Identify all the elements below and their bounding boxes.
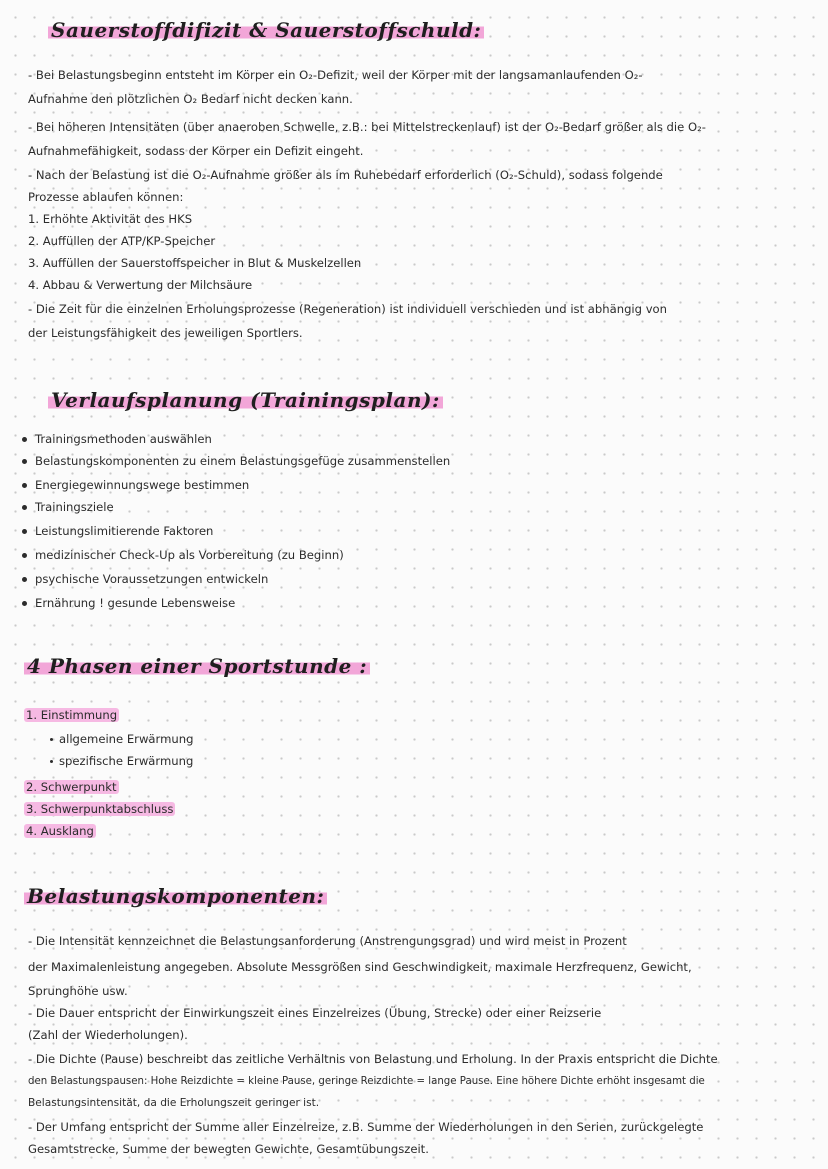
text-line: - Nach der Belastung ist die O₂-Aufnahme größer als im Ruhebedarf erforderlich (O₂-Schuld), sodass folgende [28, 168, 663, 182]
heading-verlaufsplanung [48, 388, 443, 412]
text-line: Sprunghöhe usw. [28, 984, 128, 998]
bullet-icon [22, 577, 27, 582]
text-line: - Die Intensität kennzeichnet die Belastungsanforderung (Anstrengungsgrad) und wird meist in Prozent [28, 934, 627, 948]
bullet-icon [22, 529, 27, 534]
bullet-icon [50, 760, 53, 763]
text-line: - Die Zeit für die einzelnen Erholungsprozesse (Regeneration) ist individuell verschieden und ist abhängig von [28, 302, 667, 316]
bullet-icon [50, 738, 53, 741]
list-item [22, 572, 268, 586]
text-line: Prozesse ablaufen können: [28, 190, 184, 204]
text-line: 4. Abbau & Verwertung der Milchsäure [28, 278, 253, 292]
list-item-text: spezifische Erwärmung [59, 754, 194, 768]
heading-sauerstoffdefizit [48, 18, 484, 42]
text-line: - Die Dichte (Pause) beschreibt das zeitliche Verhältnis von Belastung und Erholung. In der Praxis entspricht die Dichte [28, 1052, 718, 1066]
list-item-text: psychische Voraussetzungen entwickeln [35, 572, 269, 586]
text-line: - Die Dauer entspricht der Einwirkungszeit eines Einzelreizes (Übung, Strecke) oder einer Reizserie [28, 1006, 602, 1020]
list-item [24, 780, 119, 794]
heading-phasen [24, 654, 370, 678]
list-item [22, 454, 450, 468]
list-item-text: Leistungslimitierende Faktoren [35, 524, 214, 538]
text-line: Belastungsintensität, da die Erholungszeit geringer ist. [28, 1097, 320, 1109]
list-item [24, 708, 119, 722]
text-line: Gesamtstrecke, Summe der bewegten Gewichte, Gesamtübungszeit. [28, 1142, 429, 1156]
text-line: - Bei höheren Intensitäten (über anaeroben Schwelle, z.B.: bei Mittelstreckenlauf) ist der O₂-Bedarf größer als die O₂- [28, 120, 706, 134]
heading-belastungskomponenten [24, 884, 327, 908]
list-item [24, 802, 175, 816]
list-item-text: medizinischer Check-Up als Vorbereitung (zu Beginn) [35, 548, 344, 562]
list-item-text: Trainingsziele [35, 500, 114, 514]
heading-text: Sauerstoffdifizit & Sauerstoffschuld: [48, 18, 484, 42]
text-line: der Maximalenleistung angegeben. Absolute Messgrößen sind Geschwindigkeit, maximale Herzfrequenz, Gewicht, [28, 960, 692, 974]
text-line: (Zahl der Wiederholungen). [28, 1028, 188, 1042]
list-item [22, 500, 114, 514]
text-line: 2. Auffüllen der ATP/KP-Speicher [28, 234, 216, 248]
list-item [22, 432, 212, 446]
bullet-icon [22, 437, 27, 442]
text-line: 1. Erhöhte Aktivität des HKS [28, 212, 193, 226]
list-item [22, 596, 235, 610]
list-item [22, 478, 249, 492]
text-line: 3. Auffüllen der Sauerstoffspeicher in Blut & Muskelzellen [28, 256, 362, 270]
text-line: der Leistungsfähigkeit des jeweiligen Sportlers. [28, 326, 303, 340]
text-line: - Bei Belastungsbeginn entsteht im Körper ein O₂-Defizit, weil der Körper mit der langsamanlaufenden O₂- [28, 68, 643, 82]
list-item [24, 824, 96, 838]
bullet-icon [22, 483, 27, 488]
list-item-text: Ernährung ! gesunde Lebensweise [35, 596, 236, 610]
bullet-icon [22, 601, 27, 606]
list-item-text: 4. Ausklang [26, 824, 94, 838]
list-item [22, 524, 213, 538]
list-item-text: Energiegewinnungswege bestimmen [35, 478, 250, 492]
text-line: Aufnahme den plötzlichen O₂ Bedarf nicht decken kann. [28, 92, 353, 106]
list-subitem [50, 754, 193, 768]
heading-text: Verlaufsplanung (Trainingsplan): [48, 388, 443, 412]
list-item-text: Belastungskomponenten zu einem Belastungsgefüge zusammenstellen [35, 454, 451, 468]
bullet-icon [22, 553, 27, 558]
list-item-text: Trainingsmethoden auswählen [35, 432, 212, 446]
heading-text: 4 Phasen einer Sportstunde : [24, 654, 370, 678]
text-line: Aufnahmefähigkeit, sodass der Körper ein Defizit eingeht. [28, 144, 364, 158]
bullet-icon [22, 459, 27, 464]
bullet-icon [22, 505, 27, 510]
list-item-text: 3. Schwerpunktabschluss [26, 802, 174, 816]
text-line: den Belastungspausen: Hohe Reizdichte = kleine Pause, geringe Reizdichte = lange Pause. Eine höhere Dichte erhöht insgesamt die [28, 1076, 705, 1087]
list-item-text: 1. Einstimmung [26, 708, 118, 722]
text-line: - Der Umfang entspricht der Summe aller Einzelreize, z.B. Summe der Wiederholungen in den Serien, zurückgelegte [28, 1120, 704, 1134]
list-item-text: allgemeine Erwärmung [59, 732, 194, 746]
heading-text: Belastungskomponenten: [24, 884, 327, 908]
list-subitem [50, 732, 193, 746]
list-item [22, 548, 344, 562]
list-item-text: 2. Schwerpunkt [26, 780, 117, 794]
